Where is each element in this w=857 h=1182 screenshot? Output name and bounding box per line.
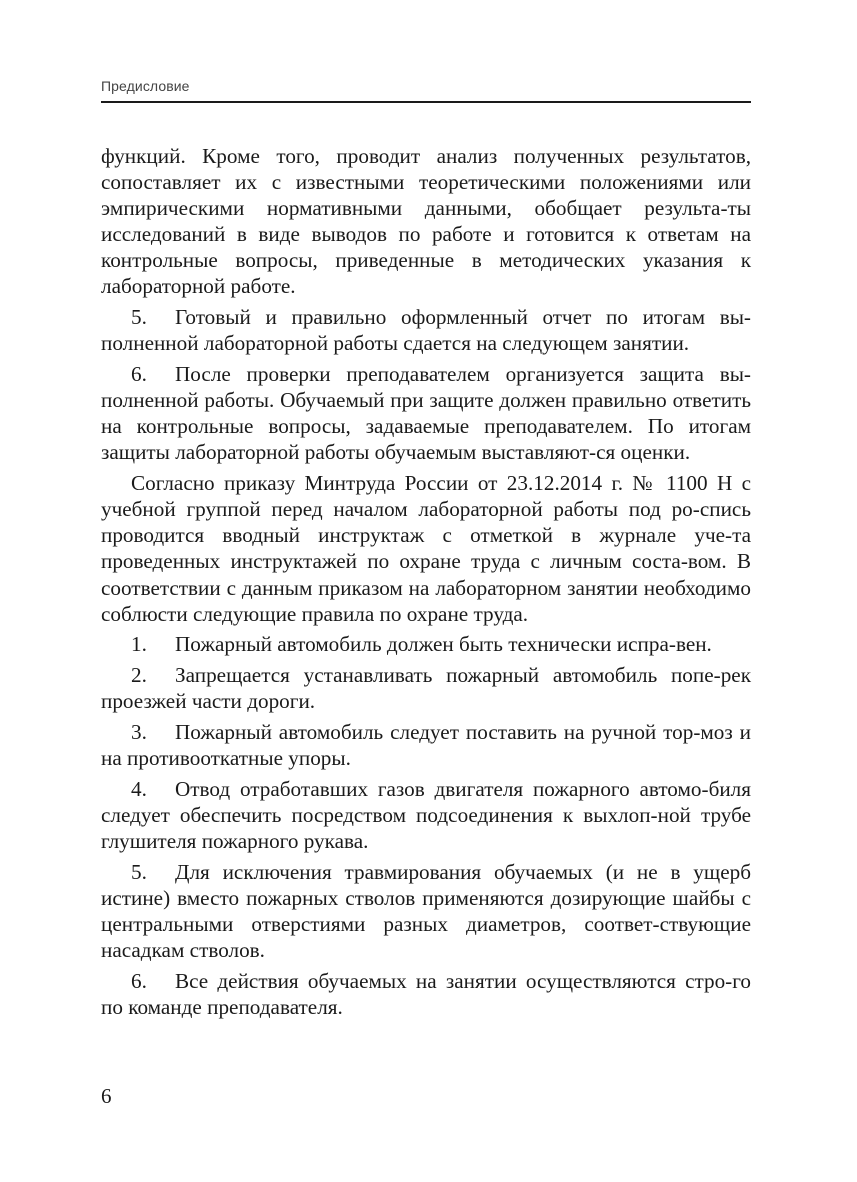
text-line: функций. Кроме того, проводит анализ полученных результатов, <box>101 144 751 168</box>
numbered-paragraph <box>101 361 751 465</box>
numbered-paragraph <box>101 304 751 356</box>
text-line: истине) вместо пожарных стволов применяются дозирующие <box>101 886 666 911</box>
numbered-paragraph <box>101 776 751 854</box>
text-line: вом. В соответствии с данным приказом на лабораторном занятии <box>101 549 751 600</box>
text-line: ной трубе глушителя пожарного рукава. <box>101 803 751 854</box>
page-number: 6 <box>101 1084 112 1108</box>
text-line: ствующие насадкам стволов. <box>101 912 751 963</box>
text-line: биля следует обеспечить посредством подсоединения к выхлоп- <box>101 776 751 828</box>
text-line: вен. <box>675 632 712 657</box>
list-number: 5. <box>131 305 147 330</box>
text-line: Отвод отработавших газов двигателя пожарного автомо- <box>175 776 709 801</box>
paragraph <box>101 470 751 627</box>
text-line: Пожарный автомобиль следует поставить на ручной тор- <box>175 720 701 745</box>
text-line: сопоставляет их с известными теоретическими положениями или <box>101 170 751 195</box>
text-line: спись проводится вводный инструктаж с отметкой в журнале уче- <box>101 497 751 548</box>
running-header-title: Предисловие <box>101 78 190 94</box>
text-line: После проверки преподавателем организуется защита вы- <box>175 362 751 387</box>
numbered-paragraph <box>101 719 751 771</box>
text-line: ты исследований в виде выводов по работе и готовится к ответам <box>101 196 751 247</box>
text-line: Запрещается устанавливать пожарный автомобиль попе- <box>175 663 721 688</box>
list-number: 6. <box>131 969 147 993</box>
header-rule <box>101 101 751 103</box>
text-line: на контрольные вопросы, приведенные в методических указания <box>101 222 752 273</box>
text-line: с учебной группой перед началом лабораторной работы под ро- <box>101 471 752 522</box>
text-line: эмпирическими нормативными данными, обобщает результа- <box>101 196 728 221</box>
list-number: 6. <box>131 362 147 387</box>
text-line: шайбы с центральными отверстиями разных диаметров, соответ- <box>101 886 751 937</box>
text-line: необходимо соблюсти следующие правила по охране труда. <box>101 575 751 626</box>
text-line: Готовый и правильно оформленный отчет по итогам вы- <box>175 305 751 330</box>
text-line: ся оценки. <box>596 440 691 465</box>
numbered-paragraph <box>101 859 751 963</box>
numbered-paragraph <box>101 662 751 714</box>
text-line: Пожарный автомобиль должен быть технически испра- <box>175 632 676 657</box>
list-number: 3. <box>131 720 147 745</box>
text-line: полненной лабораторной работы сдается на следующем занятии. <box>101 331 690 356</box>
list-number: 2. <box>131 663 147 688</box>
paragraph <box>101 143 751 300</box>
list-number: 4. <box>131 776 147 801</box>
text-line: Для исключения травмирования обучаемых (и не в ущерб <box>175 859 751 884</box>
list-number: 5. <box>131 859 147 884</box>
text-line: По итогам защиты лабораторной работы обучаемым выставляют- <box>101 414 752 465</box>
text-line: Все действия обучаемых на занятии осуществляются стро- <box>175 969 733 993</box>
text-line: го по команде преподавателя. <box>101 969 751 1020</box>
list-number: 1. <box>131 632 147 657</box>
text-line: к лабораторной работе. <box>101 248 752 299</box>
numbered-paragraph <box>101 968 751 1020</box>
text-line: полненной работы. Обучаемый при защите должен правильно <box>101 388 667 413</box>
body-text <box>101 143 751 1025</box>
text-line: та проведенных инструктажей по охране труда с личным соста- <box>101 523 751 574</box>
text-line: рек проезжей части дороги. <box>101 663 751 714</box>
text-line: Согласно приказу Минтруда России от 23.12.2014 г. № 1100 Н <box>131 471 733 496</box>
text-line: ответить на контрольные вопросы, задаваемые преподавателем. <box>101 388 751 439</box>
numbered-paragraph <box>101 631 751 657</box>
text-line: моз и на противооткатные упоры. <box>101 720 751 771</box>
